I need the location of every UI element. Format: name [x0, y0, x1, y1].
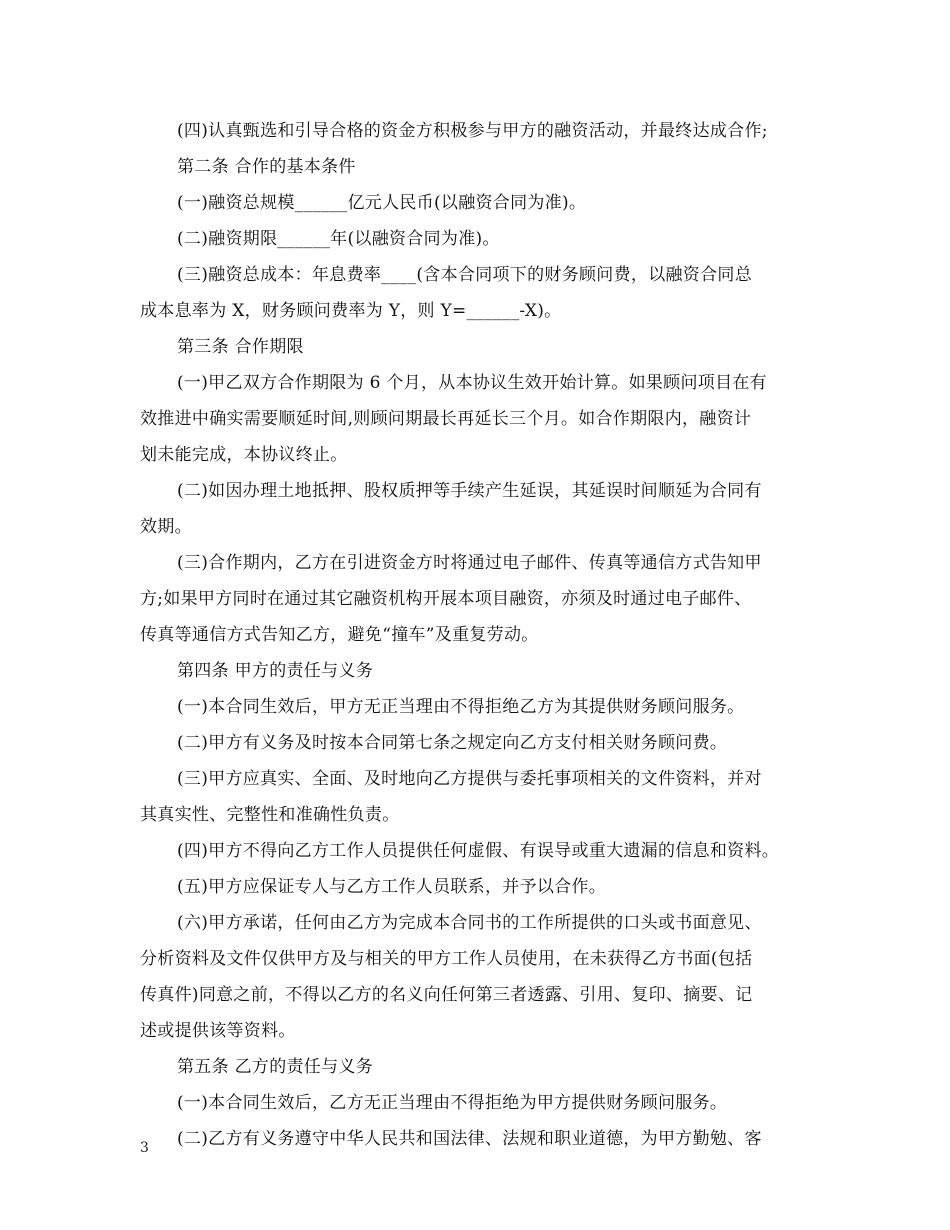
text-line: 其真实性、完整性和准确性负责。	[140, 805, 400, 825]
text-line: (二)如因办理土地抵押、股权质押等手续产生延误，其延误时间顺延为合同有	[177, 481, 762, 501]
text-line: 传真件)同意之前，不得以乙方的名义向任何第三者透露、引用、复印、摘要、记	[140, 985, 753, 1005]
text-line: 成本息率为 X，财务顾问费率为 Y，则 Y=______-X)。	[140, 301, 562, 321]
text-line: 第三条 合作期限	[177, 337, 304, 357]
text-line: (三)融资总成本：年息费率____(含本合同项下的财务顾问费，以融资合同总	[177, 265, 752, 285]
text-line: 方;如果甲方同时在通过其它融资机构开展本项目融资，亦须及时通过电子邮件、	[140, 589, 752, 609]
text-line: (二)甲方有义务及时按本合同第七条之规定向乙方支付相关财务顾问费。	[177, 733, 728, 753]
text-line: 第五条 乙方的责任与义务	[177, 1057, 374, 1077]
text-line: 分析资料及文件仅供甲方及与相关的甲方工作人员使用，在未获得乙方书面(包括	[140, 949, 753, 969]
text-line: (二)乙方有义务遵守中华人民共和国法律、法规和职业道德，为甲方勤勉、客	[177, 1129, 762, 1149]
text-line: (三)合作期内，乙方在引进资金方时将通过电子邮件、传真等通信方式告知甲	[177, 553, 762, 573]
text-line: (一)甲乙双方合作期限为 6 个月，从本协议生效开始计算。如果顾问项目在有	[177, 373, 767, 393]
document-body	[140, 113, 830, 1157]
text-line: 效推进中确实需要顺延时间,则顾问期最长再延长三个月。如合作期限内，融资计	[140, 409, 752, 429]
text-line: (一)本合同生效后，乙方无正当理由不得拒绝为甲方提供财务顾问服务。	[177, 1093, 728, 1113]
text-line: 传真等通信方式告知乙方，避免“撞车”及重复劳动。	[140, 625, 539, 645]
text-line: 第二条 合作的基本条件	[177, 157, 356, 177]
text-line: (一)本合同生效后，甲方无正当理由不得拒绝乙方为其提供财务顾问服务。	[177, 697, 745, 717]
text-line: (一)融资总规模______亿元人民币(以融资合同为准)。	[177, 193, 587, 213]
text-line: 第四条 甲方的责任与义务	[177, 661, 374, 681]
text-line: (五)甲方应保证专人与乙方工作人员联系，并予以合作。	[177, 877, 607, 897]
text-line: (四)甲方不得向乙方工作人员提供任何虚假、有误导或重大遗漏的信息和资料。	[177, 841, 780, 861]
page-number: 3	[140, 1140, 149, 1156]
text-line: 效期。	[140, 517, 192, 537]
text-line: 划未能完成，本协议终止。	[140, 445, 348, 465]
text-line: (三)甲方应真实、全面、及时地向乙方提供与委托事项相关的文件资料，并对	[177, 769, 762, 789]
text-line: (二)融资期限______年(以融资合同为准)。	[177, 229, 500, 249]
text-line: (六)甲方承诺，任何由乙方为完成本合同书的工作所提供的口头或书面意见、	[177, 913, 762, 933]
text-line: 述或提供该等资料。	[140, 1021, 296, 1041]
text-line: (四)认真甄选和引导合格的资金方积极参与甲方的融资活动，并最终达成合作;	[177, 121, 768, 141]
